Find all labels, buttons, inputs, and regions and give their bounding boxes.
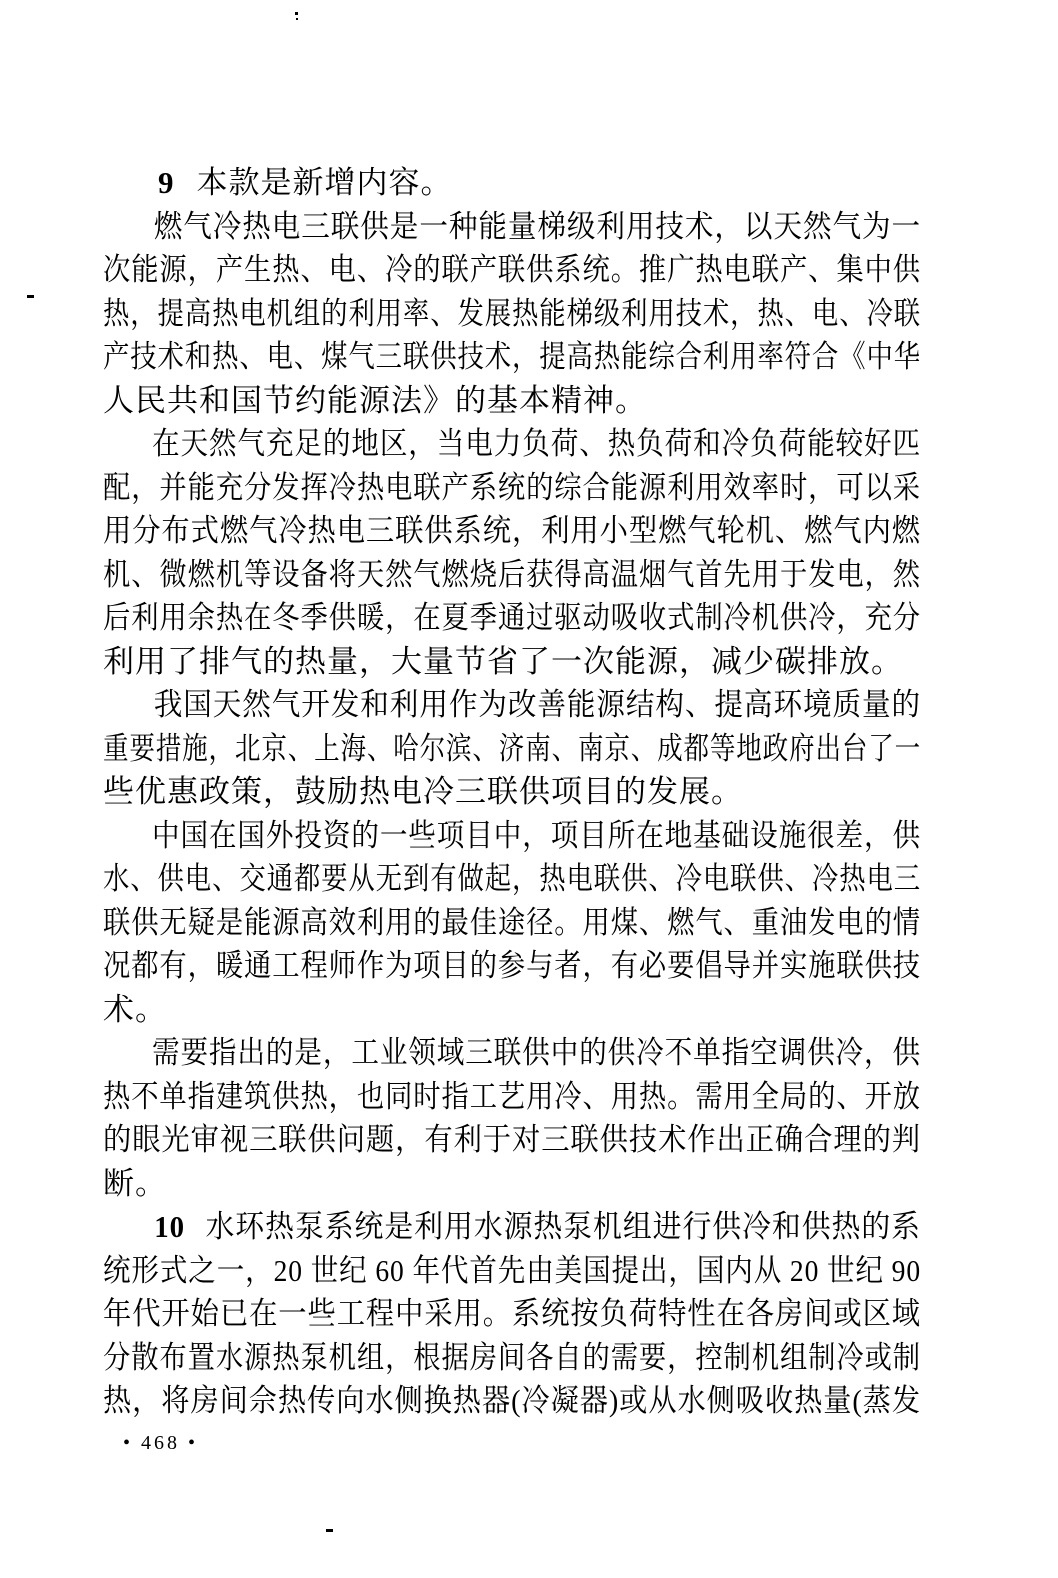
line-text: 次能源，产生热、电、冷的联产联供系统。推广热电联产、集中供 [103, 252, 921, 287]
text-line [103, 988, 167, 1032]
text-line [103, 248, 921, 292]
page-number: • 468 • [123, 1432, 199, 1454]
line-text: 人民共和国节约能源法》的基本精神。 [103, 382, 647, 418]
line-text: 联供无疑是能源高效利用的最佳途径。用煤、燃气、重油发电的情 [103, 904, 921, 940]
text-line [103, 205, 921, 249]
text-line [103, 596, 921, 640]
paragraph-6 [103, 1031, 921, 1205]
text-line [103, 466, 921, 510]
text-line [103, 901, 921, 945]
text-line [103, 683, 921, 727]
line-text: 利用了排气的热量，大量节省了一次能源，减少碳排放。 [103, 643, 903, 679]
line-text: 用分布式燃气冷热电三联供系统，利用小型燃气轮机、燃气内燃 [103, 513, 921, 548]
text-line [103, 727, 921, 771]
clause-number: 9 [158, 165, 175, 200]
paragraph-4 [103, 683, 921, 814]
text-line [103, 509, 921, 553]
line-text: 机、微燃机等设备将天然气燃烧后获得高温烟气首先用于发电，然 [103, 556, 921, 592]
line-text: 热，提高热电机组的利用率、发展热能梯级利用技术，热、电、冷联 [103, 295, 921, 331]
scan-speck [27, 295, 34, 298]
clause-number: 10 [154, 1209, 185, 1244]
line-text: 配，并能充分发挥冷热电联产系统的综合能源利用效率时，可以采 [103, 469, 921, 505]
line-text: 后利用余热在冬季供暖，在夏季通过驱动吸收式制冷机供冷，充分 [103, 600, 921, 635]
line-text: 断。 [103, 1165, 167, 1201]
text-line [103, 1205, 921, 1249]
line-text: 况都有，暖通工程师作为项目的参与者，有必要倡导并实施联供技 [103, 948, 921, 983]
text-line [103, 292, 921, 336]
line-text: 重要措施，北京、上海、哈尔滨、济南、南京、成都等地政府出台了一 [103, 730, 921, 766]
text-line [103, 944, 921, 988]
line-text: 水环热泵系统是利用水源热泵机组进行供冷和供热的系 [205, 1209, 921, 1244]
line-text: 在天然气充足的地区，当电力负荷、热负荷和冷负荷能较好匹 [151, 426, 921, 461]
line-text: 些优惠政策，鼓励热电冷三联供项目的发展。 [103, 774, 743, 809]
scan-speck [326, 1529, 333, 1532]
text-line [103, 770, 743, 814]
line-text: 术。 [103, 991, 167, 1027]
paragraph-1 [103, 161, 921, 205]
text-line [103, 335, 921, 379]
paragraph-5 [103, 814, 921, 1032]
line-text: 中国在国外投资的一些项目中，项目所在地基础设施很差，供 [151, 817, 921, 853]
text-line [103, 1075, 921, 1119]
line-text: 我国天然气开发和利用作为改善能源结构、提高环境质量的 [153, 687, 921, 722]
text-line [103, 553, 921, 597]
line-text: 水、供电、交通都要从无到有做起，热电联供、冷电联供、冷热电三 [103, 861, 921, 896]
text-line [103, 422, 921, 466]
line-text: 分散布置水源热泵机组，根据房间各自的需要，控制机组制冷或制 [103, 1339, 921, 1375]
page-footer [123, 1432, 198, 1455]
text-line [103, 814, 921, 858]
line-text: 热，将房间佘热传向水侧换热器(冷凝器)或从水侧吸收热量(蒸发 [103, 1383, 921, 1418]
line-text: 年代开始已在一些工程中采用。系统按负荷特性在各房间或区域 [103, 1296, 921, 1331]
line-text: 需要指出的是，工业领域三联供中的供冷不单指空调供冷，供 [151, 1035, 921, 1070]
text-line [103, 1336, 921, 1380]
paragraph-3 [103, 422, 921, 683]
paragraph-7 [103, 1205, 921, 1423]
line-text: 燃气冷热电三联供是一种能量梯级利用技术，以天然气为一 [153, 208, 921, 244]
line-text: 的眼光审视三联供问题，有利于对三联供技术作出正确合理的判 [103, 1122, 921, 1157]
text-line [103, 1118, 921, 1162]
text-line [103, 1292, 921, 1336]
text-line [103, 161, 453, 205]
line-text: 本款是新增内容。 [196, 165, 453, 200]
text-line [103, 1162, 167, 1206]
text-line [103, 379, 647, 423]
scan-speck [295, 12, 298, 15]
page-body [103, 161, 921, 1423]
line-text: 热不单指建筑供热，也同时指工艺用冷、用热。需用全局的、开放 [103, 1078, 921, 1114]
text-line [103, 640, 903, 684]
scan-speck [296, 18, 298, 20]
paragraph-2 [103, 205, 921, 423]
line-text: 产技术和热、电、煤气三联供技术，提高热能综合利用率符合《中华 [103, 339, 921, 374]
line-text: 统形式之一，20 世纪 60 年代首先由美国提出，国内从 20 世纪 90 [103, 1252, 921, 1288]
text-line [103, 1031, 921, 1075]
text-line [103, 1249, 921, 1293]
text-line [103, 857, 921, 901]
text-line [103, 1379, 921, 1423]
